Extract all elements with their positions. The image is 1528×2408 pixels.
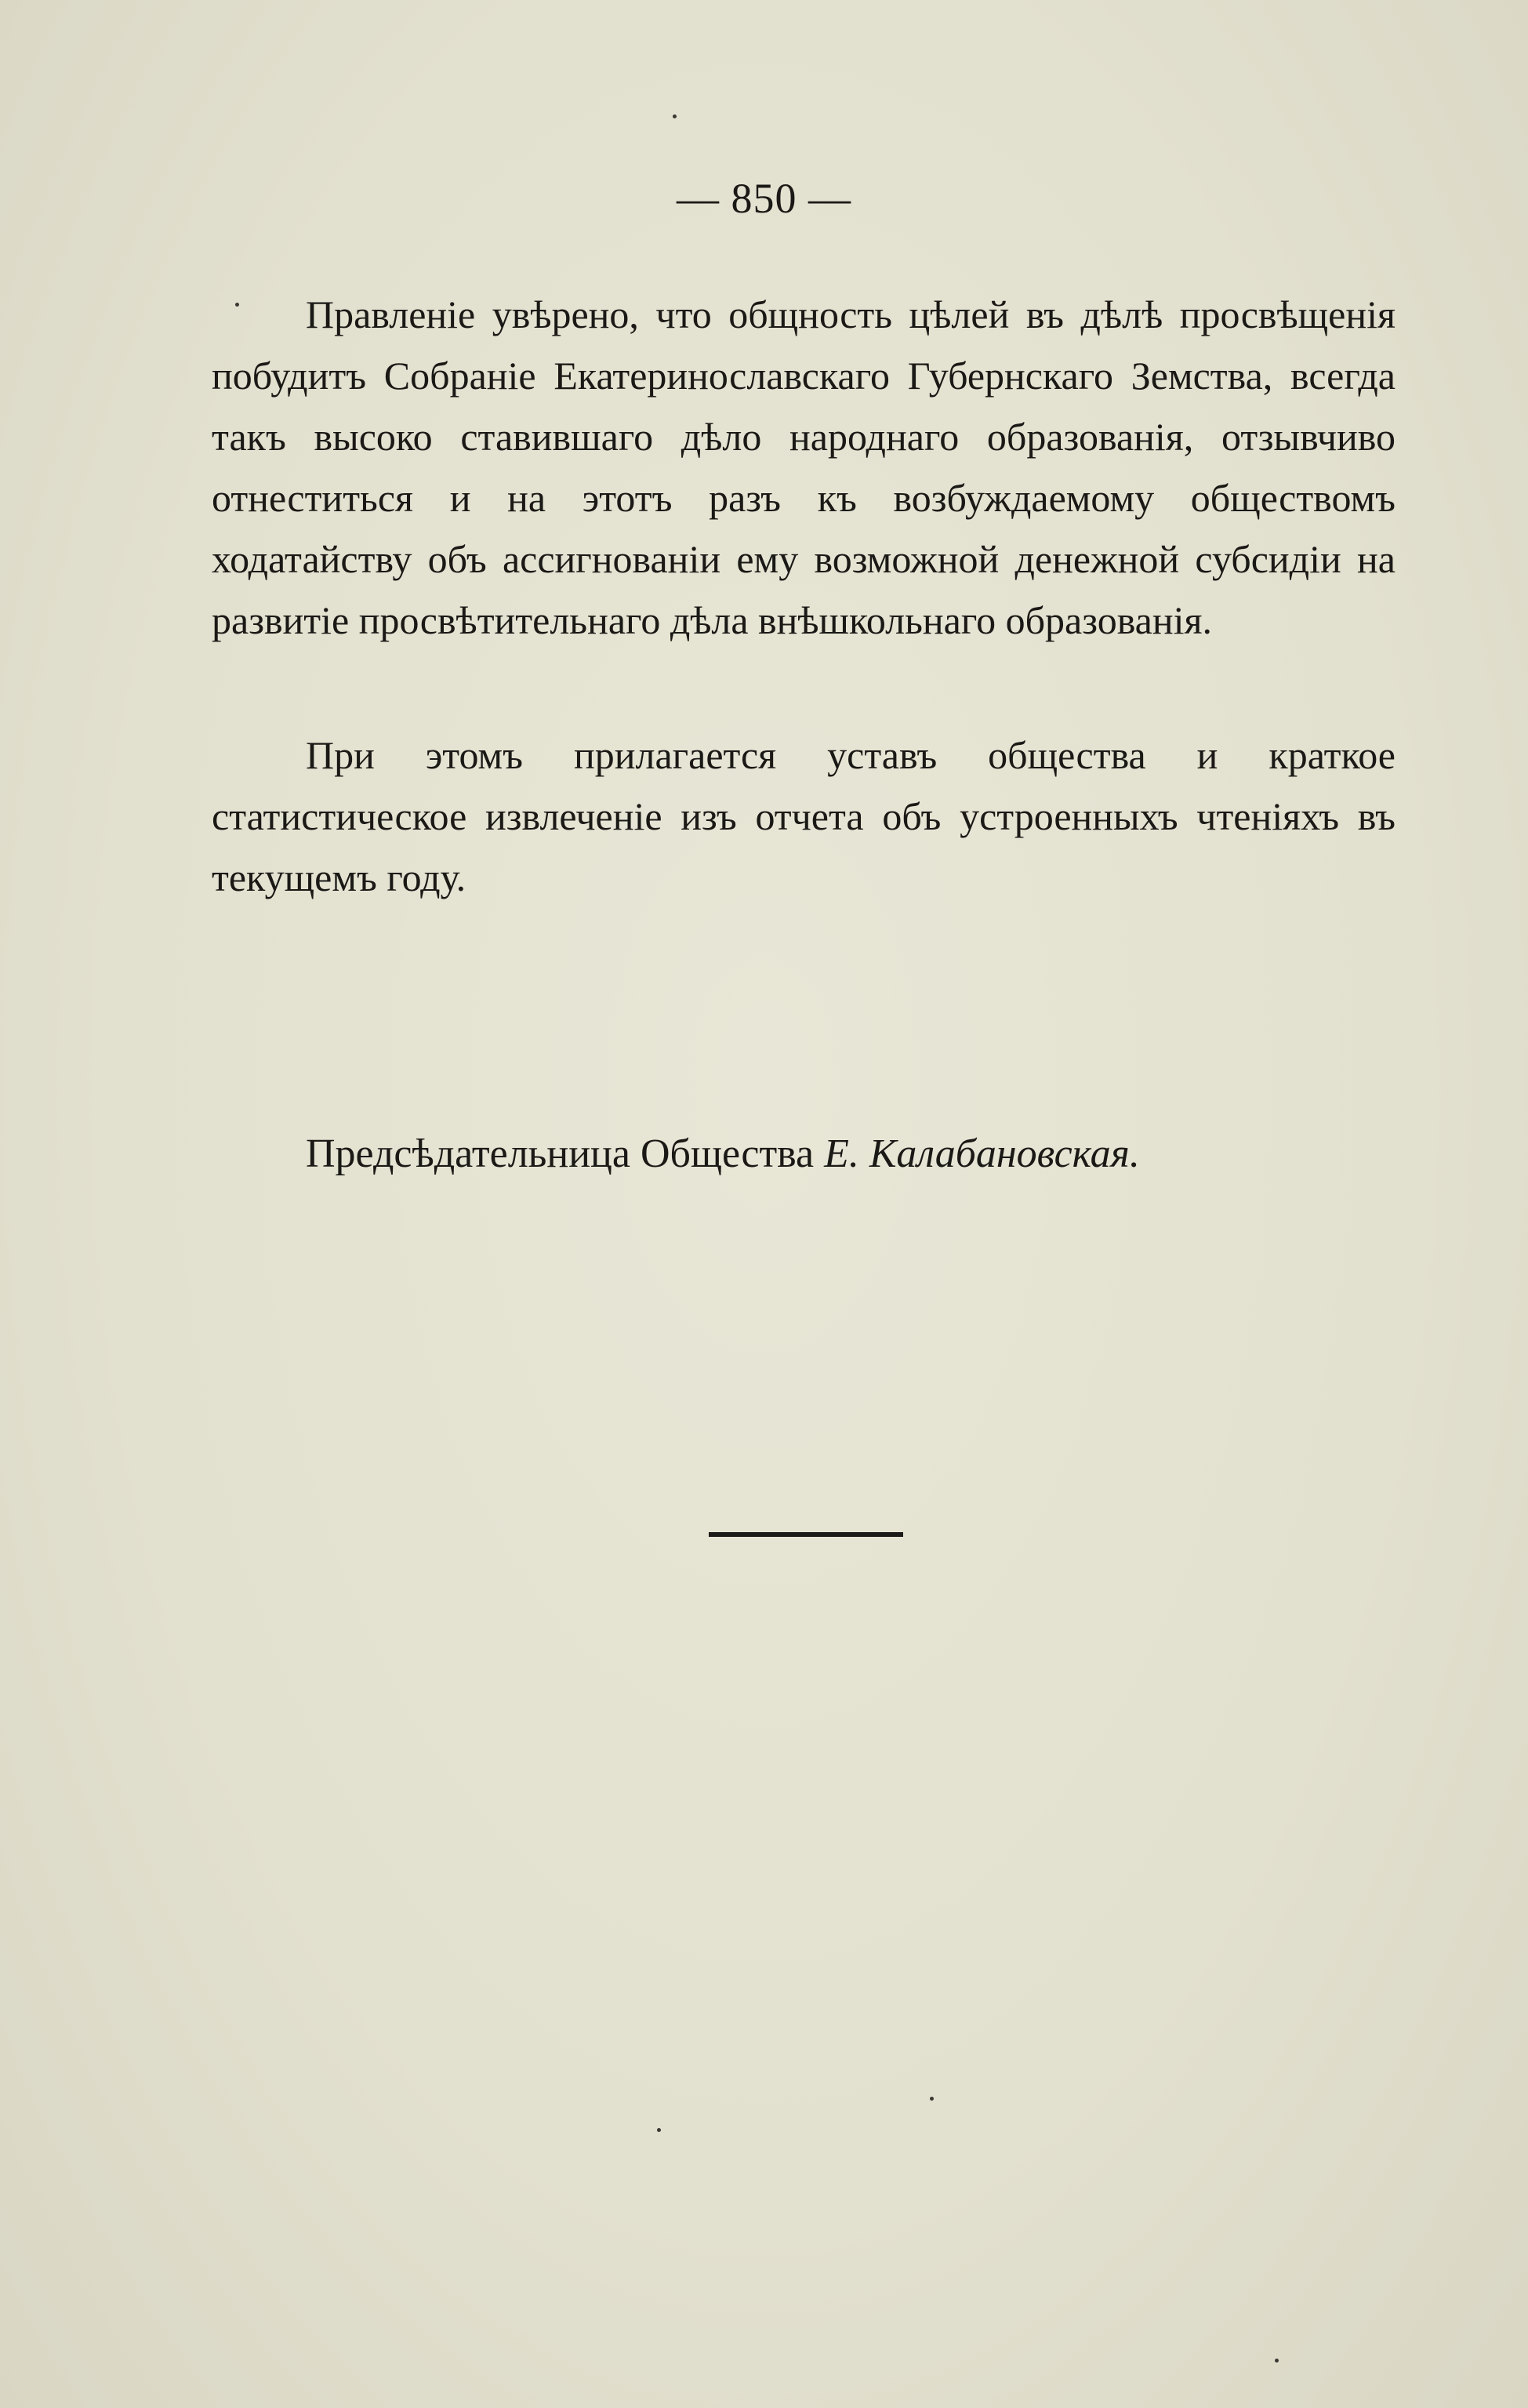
horizontal-rule (709, 1532, 903, 1537)
paragraph-2: При этомъ прилагается уставъ общества и краткое статистическое извлеченіе изъ отчета объ устроенныхъ чтеніяхъ въ текущемъ году. (212, 733, 1396, 899)
page-number: — 850 — (677, 175, 851, 222)
print-speck (1275, 2359, 1279, 2363)
signature-title: Предсѣдательница Общества (306, 1131, 815, 1176)
signature-line (306, 1131, 1140, 1177)
print-speck (930, 2097, 934, 2101)
paragraph-2-block (212, 725, 1396, 908)
print-speck (657, 2128, 661, 2132)
paragraph-1-block (212, 284, 1396, 651)
print-speck (235, 303, 239, 307)
signature-name: Е. Калабановская. (824, 1131, 1140, 1176)
paragraph-1: Правленіе увѣрено, что общность цѣлей въ дѣлѣ просвѣщенія побудитъ Собраніе Екатеринославскаго Губернскаго Земства, всегда такъ высоко ставившаго дѣло народнаго образованія, отзывчиво отнеститься и на этотъ разъ къ возбуждаемому обществомъ ходатайству объ ассигнованіи ему возможной денежной субсидіи на развитіе просвѣтительнаго дѣла внѣшкольнаго образованія. (212, 292, 1396, 642)
print-speck (673, 114, 677, 118)
